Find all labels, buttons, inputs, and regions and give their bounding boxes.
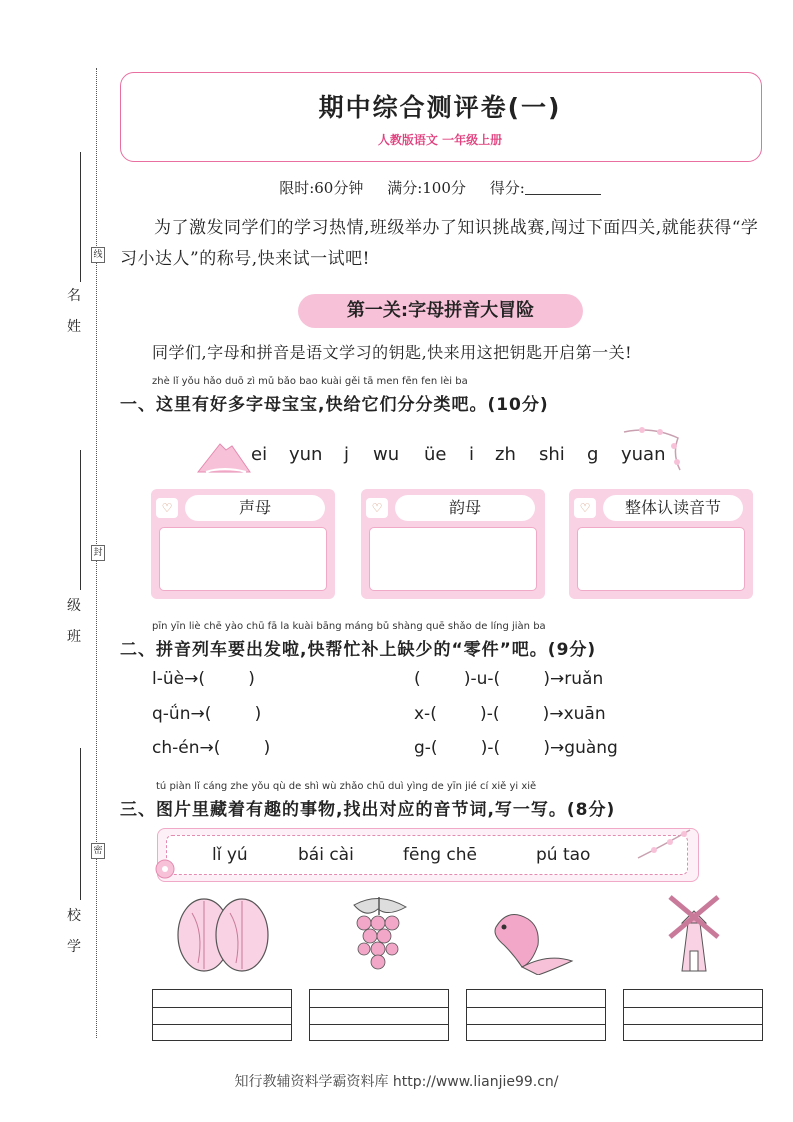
letter-item: g xyxy=(587,444,599,465)
answer-grid[interactable] xyxy=(309,989,449,1041)
initials-answer-area[interactable] xyxy=(159,527,327,591)
school-label-char: 校 xyxy=(67,908,81,924)
finals-answer-area[interactable] xyxy=(369,527,537,591)
letter-item: yun xyxy=(289,444,323,465)
box-label: 声母 xyxy=(185,495,325,521)
q1-pinyin: zhè lǐ yǒu hǎo duō zì mǔ bǎo bao kuài gěi tā men fēn fen lèi ba xyxy=(152,376,468,387)
finals-box xyxy=(361,489,545,599)
letter-item: ei xyxy=(251,444,268,465)
letter-item: i xyxy=(469,444,475,465)
class-write-line[interactable] xyxy=(80,450,81,590)
seal-mark: 密 xyxy=(91,843,105,859)
full-score: 满分:100分 xyxy=(387,179,466,197)
q3-pinyin: tú piàn lǐ cáng zhe yǒu qù de shì wù zhǎo chū duì yìng de yīn jié cí xiě yi xiě xyxy=(156,781,537,792)
fill-blank-row[interactable]: ( )-u-( )→ruǎn xyxy=(414,669,604,689)
whole-syllables-answer-area[interactable] xyxy=(577,527,745,591)
box-label: 韵母 xyxy=(395,495,535,521)
fill-blank-row[interactable]: q-ǘn→( ) xyxy=(152,704,262,724)
q1-text: 一、这里有好多字母宝宝,快给它们分分类吧。(10分) xyxy=(120,395,549,415)
class-label-char: 班 xyxy=(67,629,81,645)
initials-box xyxy=(151,489,335,599)
letter-item: zh xyxy=(495,444,516,465)
time-limit: 限时:60分钟 xyxy=(279,179,364,197)
fill-blank-row[interactable]: l-üè→( ) xyxy=(152,669,255,689)
whole-syllables-box xyxy=(569,489,753,599)
seal-mark: 封 xyxy=(91,545,105,561)
name-label-char: 名 xyxy=(67,288,81,304)
class-label xyxy=(66,598,82,646)
page-title: 期中综合测评卷(一) xyxy=(318,93,562,122)
cat-icon: ♡ xyxy=(366,498,388,518)
intro-paragraph: 为了激发同学们的学习热情,班级举办了知识挑战赛,闯过下面四关,就能获得“学习小达人”的称号,快来试一试吧! xyxy=(120,218,759,269)
answer-grid[interactable] xyxy=(466,989,606,1041)
grapes-icon xyxy=(344,893,414,975)
score-label: 得分: xyxy=(489,179,525,197)
letter-item: yuan xyxy=(621,444,666,465)
score-blank[interactable] xyxy=(525,180,601,195)
letter-item: j xyxy=(344,444,350,465)
school-write-line[interactable] xyxy=(80,748,81,900)
blossom-branch-icon xyxy=(636,826,694,862)
q2-text: 二、拼音列车要出发啦,快帮忙补上缺少的“零件”吧。(9分) xyxy=(120,640,597,660)
q2-pinyin: pīn yīn liè chē yào chū fā la kuài bāng máng bǔ shàng quē shǎo de líng jiàn ba xyxy=(152,621,546,632)
cabbage-icon xyxy=(174,893,274,973)
school-label-char: 学 xyxy=(67,939,81,955)
letter-item: wu xyxy=(373,444,400,465)
word-option: bái cài xyxy=(298,845,354,865)
cat-icon: ♡ xyxy=(156,498,178,518)
mountain-icon xyxy=(196,440,252,474)
word-option: fēng chē xyxy=(403,845,477,865)
fish-icon xyxy=(488,905,574,975)
windmill-icon xyxy=(664,893,724,975)
cat-icon: ♡ xyxy=(574,498,596,518)
flower-icon xyxy=(150,855,180,883)
letter-item: shi xyxy=(539,444,565,465)
fill-blank-row[interactable]: g-( )-( )→guàng xyxy=(414,738,618,758)
level1-title: 第一关:字母拼音大冒险 xyxy=(298,294,583,328)
letter-item: üe xyxy=(424,444,447,465)
name-label xyxy=(66,288,82,336)
class-label-char: 级 xyxy=(67,598,81,614)
answer-grid[interactable] xyxy=(152,989,292,1041)
seal-mark: 线 xyxy=(91,247,105,263)
word-option: pú tao xyxy=(536,845,591,865)
answer-grid[interactable] xyxy=(623,989,763,1041)
word-option: lǐ yú xyxy=(212,845,248,865)
fill-blank-row[interactable]: x-( )-( )→xuān xyxy=(414,704,606,724)
exam-limits xyxy=(120,177,760,198)
page-subtitle: 人教版语文 一年级上册 xyxy=(377,133,503,147)
box-label: 整体认读音节 xyxy=(603,495,743,521)
level1-intro: 同学们,字母和拼音是语文学习的钥匙,快来用这把钥匙开启第一关! xyxy=(152,343,633,362)
name-label-char: 姓 xyxy=(67,319,81,335)
footer-source: 知行教辅资料学霸资料库 http://www.lianjie99.cn/ xyxy=(234,1074,559,1090)
school-label xyxy=(66,908,82,956)
name-write-line[interactable] xyxy=(80,152,81,282)
fill-blank-row[interactable]: ch-én→( ) xyxy=(152,738,271,758)
q3-text: 三、图片里藏着有趣的事物,找出对应的音节词,写一写。(8分) xyxy=(120,800,616,820)
